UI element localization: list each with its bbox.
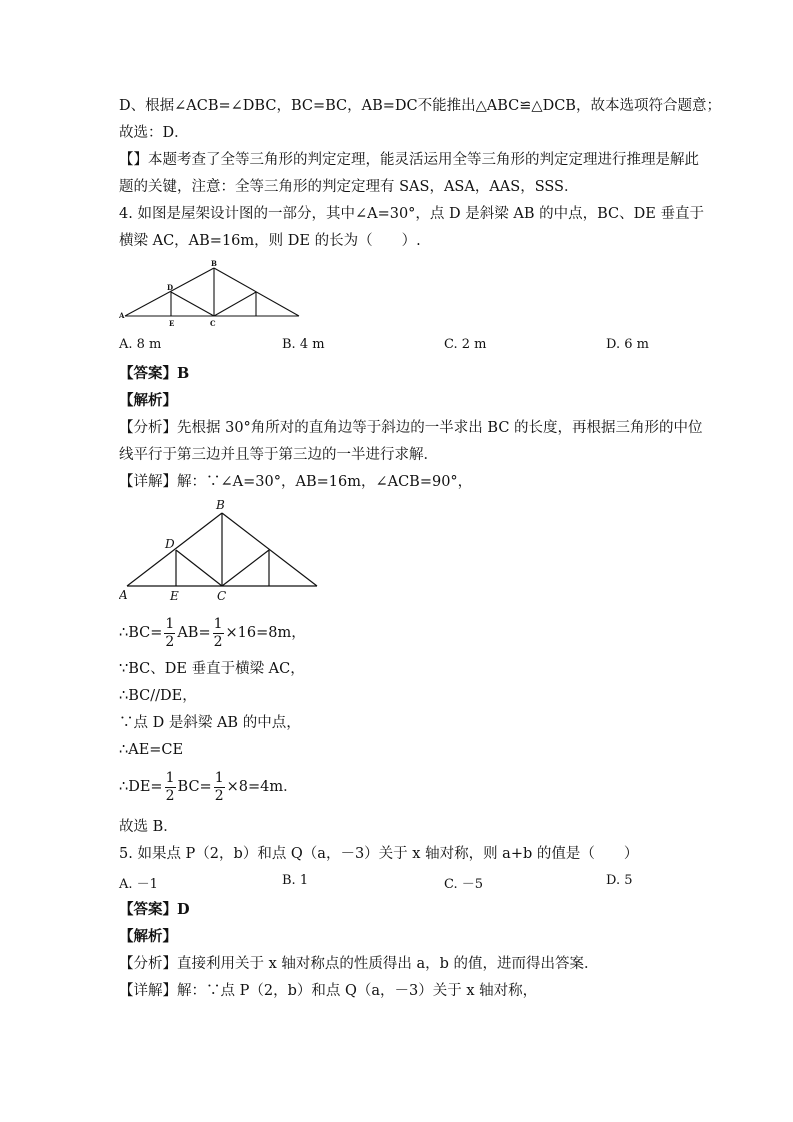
q4-analysis-heading: 【解析】 <box>119 392 177 409</box>
q4-stem-line1: 4. 如图是屋架设计图的一部分，其中∠A=30°，点 D 是斜梁 AB 的中点，BC、DE 垂直于 <box>119 206 704 222</box>
q4-truss-figure-small <box>119 259 309 331</box>
q4-option-c: C. 2 m <box>444 337 487 352</box>
q4-analysis-line1: 【分析】先根据 30°角所对的直角边等于斜边的一半求出 BC 的长度，再根据三角形的中位 <box>119 420 703 436</box>
q4-step3: ∴BC//DE， <box>119 688 197 704</box>
fig1-label-b: B <box>211 259 217 268</box>
step6-prefix: ∴DE= <box>119 779 163 795</box>
q4-step5: ∴AE=CE <box>119 742 184 758</box>
step1-prefix: ∴BC= <box>119 625 163 641</box>
q4-detail-intro: 【详解】解：∵∠A=30°，AB=16m，∠ACB=90°， <box>119 474 473 490</box>
step1-middle: AB= <box>177 625 211 641</box>
fig1-label-a: A <box>119 311 125 320</box>
fraction-half: $\frac{1}{2}$ <box>213 615 223 650</box>
q4-truss-figure-large <box>119 497 324 603</box>
step1-suffix: ×16=8m， <box>225 625 306 641</box>
q4-option-d: D. 6 m <box>606 337 649 352</box>
q3-note-line1: 【】本题考查了全等三角形的判定定理，能灵活运用全等三角形的判定定理进行推理是解此 <box>119 152 699 168</box>
fig2-label-b: B <box>216 498 225 512</box>
q4-analysis-line2: 线平行于第三边并且等于第三边的一半进行求解． <box>119 447 438 463</box>
q4-answer: 【答案】B <box>119 365 190 382</box>
fig1-label-c: C <box>210 319 216 328</box>
q4-option-b: B. 4 m <box>282 337 325 352</box>
step6-middle: BC= <box>177 779 212 795</box>
fig2-label-a: A <box>119 588 128 602</box>
q4-step4: ∵点 D 是斜梁 AB 的中点， <box>119 715 301 731</box>
q5-option-c: C. －5 <box>444 877 484 892</box>
q5-option-d: D. 5 <box>606 873 633 888</box>
q3-note-line2: 题的关键，注意：全等三角形的判定定理有 SAS，ASA，AAS，SSS． <box>119 179 579 195</box>
fig2-label-e: E <box>170 589 179 603</box>
q5-analysis-heading: 【解析】 <box>119 928 177 945</box>
fig1-label-d: D <box>167 283 174 292</box>
q5-answer: 【答案】D <box>119 901 190 918</box>
q4-stem-line2: 横梁 AC，AB=16m，则 DE 的长为（ ）. <box>119 233 421 249</box>
q4-step6 <box>119 767 298 807</box>
q4-step2: ∵BC、DE 垂直于横梁 AC， <box>119 661 305 677</box>
fraction-half: $\frac{1}{2}$ <box>214 769 224 804</box>
q5-option-a: A. －1 <box>119 877 158 892</box>
fig2-label-c: C <box>217 589 227 603</box>
q5-options <box>119 873 659 893</box>
step6-suffix: ×8=4m． <box>226 779 298 795</box>
q5-stem: 5. 如果点 P（2，b）和点 Q（a，－3）关于 x 轴对称，则 a+b 的值是（ ） <box>119 846 639 862</box>
q5-option-b: B. 1 <box>282 873 309 888</box>
q3-option-d-explanation: D、根据∠ACB=∠DBC，BC=BC，AB=DC不能推出△ABC≌△DCB，故本选项符合题意； <box>119 98 721 114</box>
fraction-half: $\frac{1}{2}$ <box>165 615 175 650</box>
q5-detail: 【详解】解：∵点 P（2，b）和点 Q（a，－3）关于 x 轴对称， <box>119 983 538 999</box>
q4-options <box>119 337 659 357</box>
fraction-half: $\frac{1}{2}$ <box>165 769 175 804</box>
q4-step1 <box>119 613 306 653</box>
q4-option-a: A. 8 m <box>119 337 162 352</box>
fig1-label-e: E <box>169 319 175 328</box>
q3-conclusion: 故选：D． <box>119 125 189 141</box>
fig2-label-d: D <box>165 537 175 551</box>
q4-conclusion: 故选 B． <box>119 819 178 835</box>
q5-analysis: 【分析】直接利用关于 x 轴对称点的性质得出 a，b 的值，进而得出答案． <box>119 956 599 972</box>
